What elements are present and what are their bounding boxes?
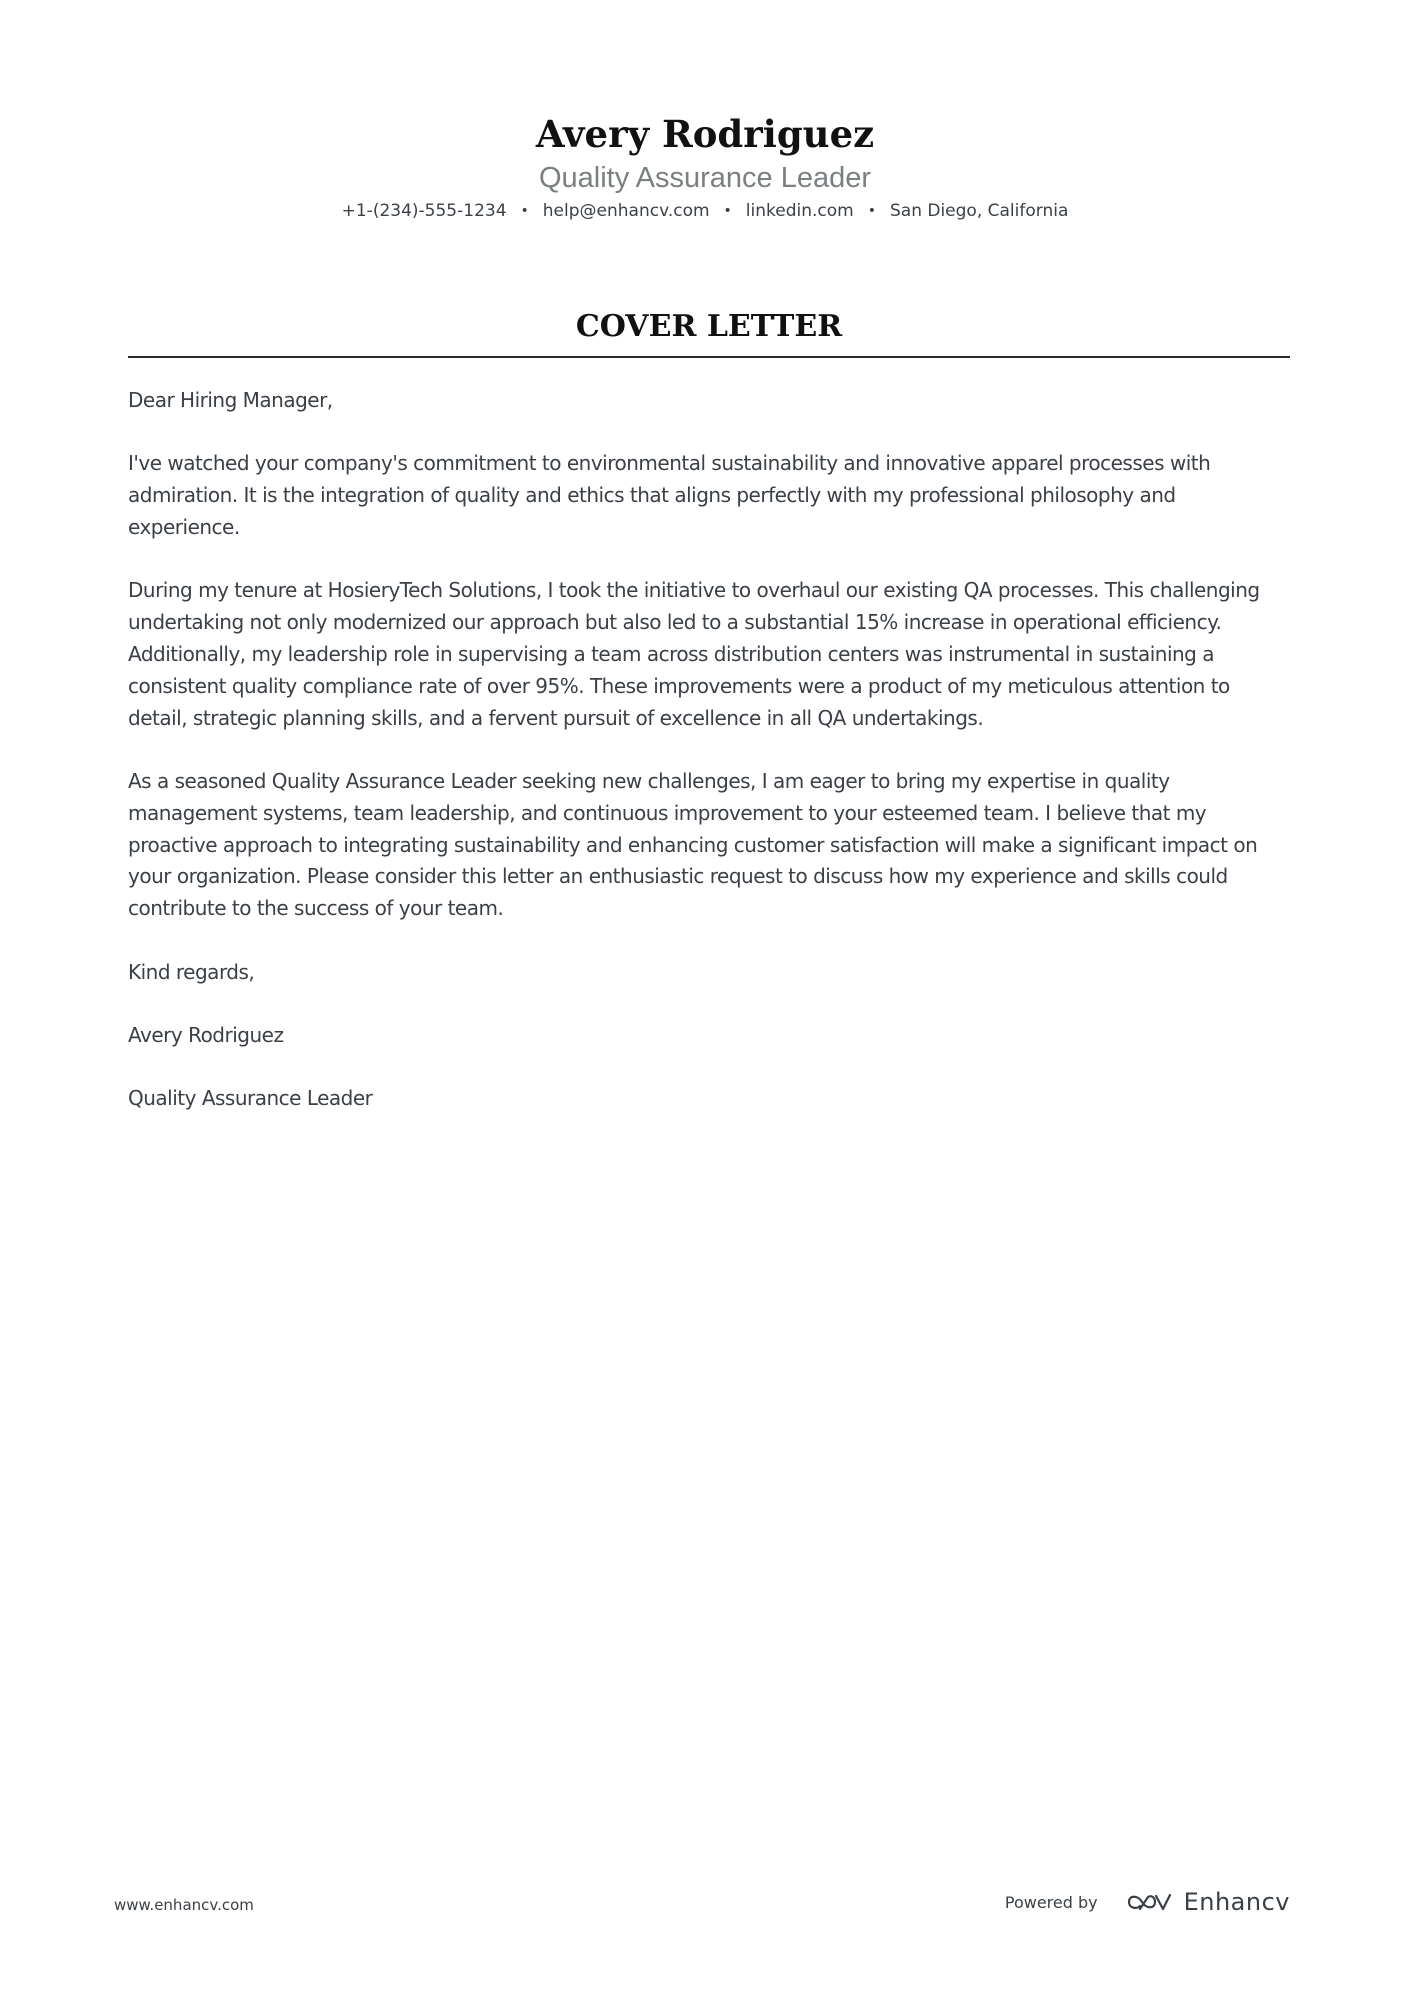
letter-paragraph: I've watched your company's commitment to environmental sustainability and innovative apparel processes with admiration. It is the integration of quality and ethics that aligns perfectly with my professional philosophy and experience. xyxy=(128,451,1211,539)
footer-website[interactable]: www.enhancv.com xyxy=(114,1896,254,1914)
separator-dot: • xyxy=(520,203,529,219)
signature-name: Avery Rodriguez xyxy=(128,1022,284,1047)
enhancv-logo-icon xyxy=(1126,1890,1172,1914)
footer-branding[interactable] xyxy=(1005,1883,1290,1921)
header xyxy=(0,108,1410,223)
signature-title: Quality Assurance Leader xyxy=(128,1086,373,1111)
letter-body xyxy=(128,385,1293,1147)
brand-name: Enhancv xyxy=(1183,1888,1290,1916)
contact-email[interactable]: help@enhancv.com xyxy=(542,201,710,221)
powered-by-label: Powered by xyxy=(1004,1892,1098,1912)
contact-phone: +1-(234)-555-1234 xyxy=(341,201,507,221)
letter-greeting: Dear Hiring Manager, xyxy=(128,388,333,412)
contact-line xyxy=(0,199,1410,223)
contact-linkedin[interactable]: linkedin.com xyxy=(745,201,854,221)
contact-location: San Diego, California xyxy=(889,201,1069,221)
candidate-title: Quality Assurance Leader xyxy=(538,162,872,194)
section-divider xyxy=(128,356,1290,358)
letter-closing: Kind regards, xyxy=(128,959,255,984)
separator-dot: • xyxy=(723,203,732,219)
letter-paragraph: During my tenure at HosieryTech Solutions, I took the initiative to overhaul our existing QA processes. This challenging undertaking not only modernized our approach but also led to a substantial 15% increase in operational efficiency. Additionally, my leadership role in supervising a team across distribution centers was instrumental in sustaining a consistent quality compliance rate of over 95%. These improvements were a product of my meticulous attention to detail, strategic planning skills, and a fervent pursuit of excellence in all QA undertakings. xyxy=(128,578,1260,730)
separator-dot: • xyxy=(867,203,876,219)
section-title: COVER LETTER xyxy=(575,309,843,344)
candidate-name: Avery Rodriguez xyxy=(535,112,875,156)
letter-paragraph: As a seasoned Quality Assurance Leader seeking new challenges, I am eager to bring my expertise in quality management systems, team leadership, and continuous improvement to your esteemed team. I believe that my proactive approach to integrating sustainability and enhancing customer satisfaction will make a significant impact on your organization. Please consider this letter an enthusiastic request to discuss how my experience and skills could contribute to the success of your team. xyxy=(128,768,1258,921)
